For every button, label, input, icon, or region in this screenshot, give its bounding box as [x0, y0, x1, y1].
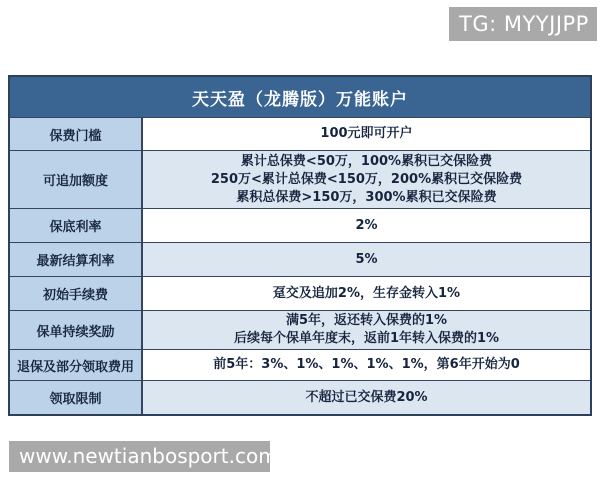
- table-row-persistency-bonus: [10, 310, 590, 349]
- value-line: 2%: [355, 217, 378, 233]
- table-row-initial-fee: [10, 276, 590, 310]
- value-line: 5%: [355, 251, 378, 267]
- value-line: 后续每个保单年度末，返前1年转入保费的1%: [233, 331, 500, 346]
- row-label: 保费门槛: [10, 118, 143, 150]
- row-label: 最新结算利率: [10, 243, 143, 276]
- table-row-top-up-limit: [10, 150, 590, 208]
- product-info-table: [8, 75, 592, 416]
- value-line: 前5年：3%、1%、1%、1%、1%，第6年开始为0: [213, 357, 520, 372]
- telegram-watermark: TG: MYYJJPP: [449, 7, 597, 41]
- value-line: 累积总保费>150万，300%累积已交保险费: [236, 189, 497, 205]
- row-value: [143, 311, 590, 349]
- row-value: [143, 243, 590, 276]
- website-watermark: www.newtianbosport.com: [9, 441, 270, 472]
- table-row-premium-threshold: [10, 117, 590, 150]
- table-row-withdrawal-limit: [10, 380, 590, 414]
- row-value: [143, 381, 590, 414]
- value-line: 趸交及追加2%，生存金转入1%: [272, 285, 461, 301]
- row-label: 保单持续奖励: [10, 311, 143, 349]
- row-label: 退保及部分领取费用: [10, 350, 143, 380]
- value-line: 不超过已交保费20%: [305, 389, 428, 405]
- row-label: 初始手续费: [10, 277, 143, 310]
- table-row-latest-settlement-rate: [10, 242, 590, 276]
- value-line: 100元即可开户: [320, 126, 413, 141]
- row-value: [143, 277, 590, 310]
- value-line: 250万<累计总保费<150万，200%累积已交保险费: [210, 171, 523, 187]
- row-value: [143, 209, 590, 242]
- row-label: 领取限制: [10, 381, 143, 414]
- row-value: [143, 118, 590, 150]
- value-line: 满5年，返还转入保费的1%: [285, 313, 448, 328]
- table-title: 天天盈（龙腾版）万能账户: [10, 77, 590, 117]
- row-label: 保底利率: [10, 209, 143, 242]
- value-line: 累计总保费<50万，100%累积已交保险费: [240, 153, 493, 169]
- table-row-guaranteed-rate: [10, 208, 590, 242]
- table-row-surrender-withdrawal-fee: [10, 349, 590, 380]
- row-value: [143, 350, 590, 380]
- row-label: 可追加额度: [10, 151, 143, 208]
- row-value: [143, 151, 590, 208]
